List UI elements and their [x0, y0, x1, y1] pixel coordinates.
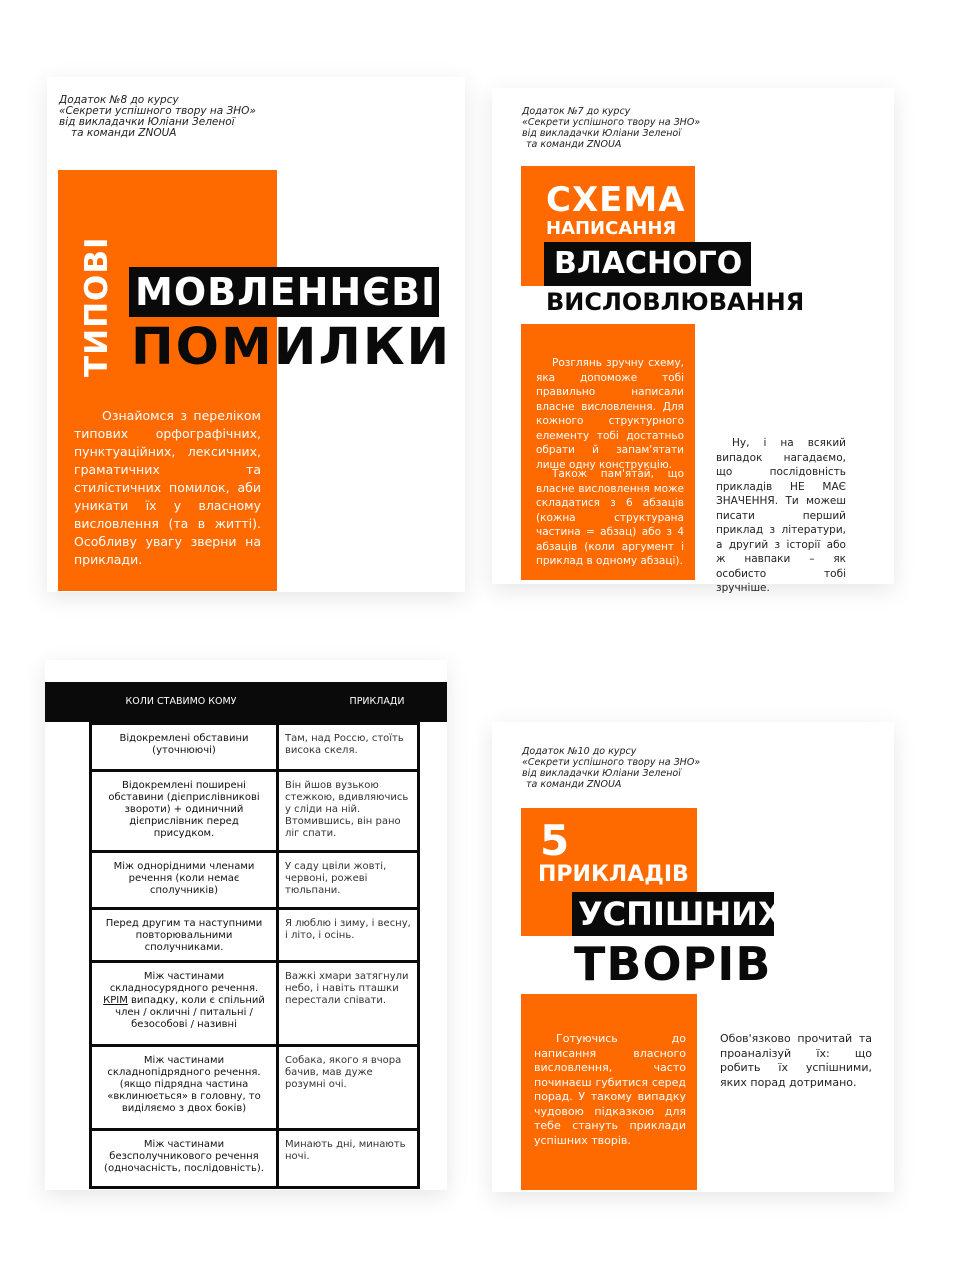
- table-row: [91, 1130, 419, 1188]
- card-comma-rules-table: [45, 660, 447, 1190]
- title-line-3: ТВОРІВ: [574, 937, 772, 991]
- table-row: [91, 1046, 419, 1130]
- table-header: [45, 682, 447, 722]
- rule-text: Між частинами складносурядного речення.: [109, 971, 259, 994]
- body-right-paragraph: Обов'язково прочитай та проаналізуй їх: що робить їх успішними, яких порад дотримано.: [720, 1032, 872, 1089]
- meta-line: Додаток №8 до курсу: [59, 94, 179, 106]
- card-meta: [522, 746, 700, 790]
- card-meta: [59, 95, 256, 139]
- title-line-1: СХЕМА: [546, 180, 686, 220]
- example-cell: Я люблю і зиму, і весну, і літо, і осінь.: [278, 909, 419, 962]
- meta-line: Додаток №10 до курсу: [522, 746, 637, 757]
- card-speech-errors: [47, 77, 465, 592]
- rule-emphasis: КРІМ: [103, 995, 128, 1006]
- title-line-4: ВИСЛОВЛЮВАННЯ: [546, 288, 805, 316]
- table-row: [91, 909, 419, 962]
- example-cell: Важкі хмари затягнули небо, і навіть пташки перестали співати.: [278, 962, 419, 1046]
- meta-line: «Секрети успішного твору на ЗНО»: [522, 757, 701, 768]
- title-line-2: ПОМИЛКИ: [131, 318, 452, 377]
- header-col-rule: КОЛИ СТАВИМО КОМУ: [125, 696, 237, 707]
- meta-line: від викладачки Юліани Зеленої: [522, 128, 681, 139]
- title-line-2: НАПИСАННЯ: [546, 218, 677, 239]
- card-writing-scheme: [492, 88, 894, 594]
- body-left-paragraph-2: Також пам'ятай, що власне висловлення може складатися з 6 абзаців (кожна структурана частина = абзац) або з 4 абзаців (коли аргумент і приклад в одному абзаці).: [536, 468, 684, 567]
- meta-line: від викладачки Юліани Зеленої: [59, 116, 235, 128]
- rule-cell: Між частинами складнопідрядного речення. (якщо підрядна частина «вклинюється» в головну, то виділяємо з двох боків): [91, 1046, 278, 1130]
- header-col-examples: ПРИКЛАДИ: [349, 696, 405, 707]
- rule-cell: Відокремлені обставини (уточнюючі): [91, 724, 278, 771]
- example-cell: Собака, якого я вчора бачив, мав дуже розумні очі.: [278, 1046, 419, 1130]
- example-cell: Він йшов вузькою стежкою, вдивляючись у сліди на ній. Втомившись, він рано ліг спати.: [278, 771, 419, 852]
- rule-cell: [91, 962, 278, 1046]
- example-cell: Там, над Россю, стоїть висока скеля.: [278, 724, 419, 771]
- title-number: 5: [540, 816, 570, 865]
- rule-cell: Між однорідними членами речення (коли немає сполучників): [91, 852, 278, 909]
- table-row: [91, 724, 419, 771]
- body-left-paragraph: Готуючись до написання власного висловлення, часто починаєш губитися серед порад. У такому випадку чудовою підказкою для тебе стануть приклади успішних творів.: [534, 1032, 686, 1147]
- rule-cell: Перед другим та наступними повторювальними сполучниками.: [91, 909, 278, 962]
- meta-line: «Секрети успішного твору на ЗНО»: [522, 117, 701, 128]
- card-successful-essays: [492, 722, 894, 1192]
- rule-cell: Між частинами безсполучникового речення (одночасність, послідовність).: [91, 1130, 278, 1188]
- comma-rules-table: [89, 722, 420, 1189]
- card-meta: [522, 106, 700, 150]
- vertical-title-word: ТИПОВІ: [79, 236, 115, 377]
- meta-line: від викладачки Юліани Зеленої: [522, 768, 681, 779]
- meta-line: та команди ZNOUA: [71, 127, 177, 139]
- title-line-3: ВЛАСНОГО: [544, 242, 751, 286]
- example-cell: У саду цвіли жовті, червоні, рожеві тюльпани.: [278, 852, 419, 909]
- example-cell: Минають дні, минають ночі.: [278, 1130, 419, 1188]
- meta-line: «Секрети успішного твору на ЗНО»: [59, 105, 256, 117]
- card-description: Ознайомся з переліком типових орфографічних, пунктуаційних, лексичних, граматичних та стилістичних помилок, аби уникати їх у власному висловлення (та в житті). Особливу увагу зверни на приклади.: [74, 408, 261, 567]
- table-row: [91, 962, 419, 1046]
- title-line-1: ПРИКЛАДІВ: [538, 862, 689, 887]
- rule-cell: Відокремлені поширені обставини (дієприслівникові звороти) + одиничний дієприслівник перед присудком.: [91, 771, 278, 852]
- meta-line: Додаток №7 до курсу: [522, 106, 631, 117]
- meta-line: та команди ZNOUA: [526, 139, 622, 150]
- rule-text: випадку, коли є спільний член / окличні / питальні / безособові / називні: [115, 995, 265, 1030]
- table-row: [91, 852, 419, 909]
- body-right-paragraph: Ну, і на всякий випадок нагадаємо, що послідовність прикладів НЕ МАЄ ЗНАЧЕННЯ. Ти можеш писати перший приклад з літератури, а другий з історії або ж навпаки – як особисто тобі зручніше.: [716, 437, 846, 594]
- meta-line: та команди ZNOUA: [526, 779, 622, 790]
- body-left-paragraph-1: Розглянь зручну схему, яка допоможе тобі правильно написали власне висловлення. Для кожного структурного елементу тобі достатньо обрати й запам'ятати лише одну конструкцію.: [536, 357, 684, 471]
- table-row: [91, 771, 419, 852]
- title-line-2: УСПІШНИХ: [572, 892, 774, 936]
- title-line-1: МОВЛЕННЄВІ: [129, 267, 439, 317]
